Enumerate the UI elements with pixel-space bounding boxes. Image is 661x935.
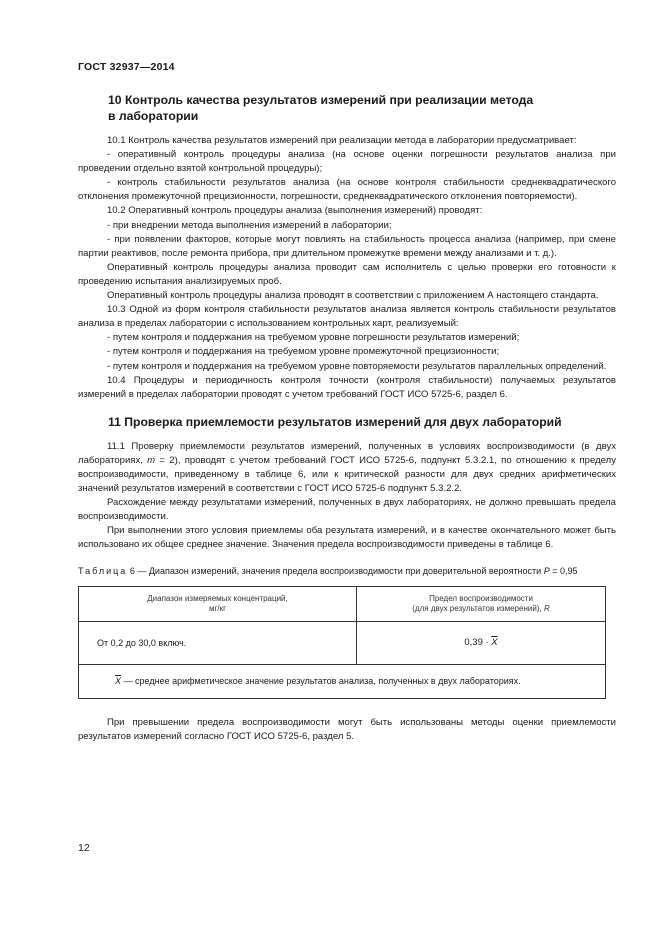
col2-header-line1: Предел воспроизводимости [429, 593, 533, 603]
paragraph-10-2: 10.2 Оперативный контроль процедуры анализа (выполнения измерений) проводят: [107, 205, 483, 217]
paragraph-11-1 [78, 440, 616, 496]
table-caption-var-p: P [543, 565, 550, 576]
paragraph-10-2-note-1: Оперативный контроль процедуры анализа проводит сам исполнитель с целью проверки его готовности к проведению испытания анализируемых проб. [78, 261, 616, 287]
table-header-reproducibility [357, 586, 606, 621]
closing-block [78, 716, 616, 744]
variable-m: m [147, 454, 156, 466]
table-caption-text: 6 — Диапазон измерений, значения предела воспроизводимости при доверительной вероятности [129, 565, 542, 576]
col1-header-line2: мг/кг [208, 603, 227, 613]
paragraph-10-2-item-2: - при появлении факторов, которые могут повлиять на стабильность процесса анализа (например, при смене партии реактивов, после ремонта прибора, при длительном промежутке времени между анализами и т. д.). [78, 233, 616, 259]
col2-header-var-r: R [543, 603, 550, 613]
table-caption-word: Таблица [78, 565, 128, 576]
paragraph-10-3-item-3: - путем контроля и поддержания на требуемом уровне повторяемости результатов параллельных определений. [107, 360, 607, 372]
table-6-caption [78, 565, 616, 578]
section-10-title-line1: 10 Контроль качества результатов измерений при реализации метода [108, 93, 534, 107]
col2-header-line2: (для двух результатов измерений), [412, 603, 542, 613]
paragraph-10-4: 10.4 Процедуры и периодичность контроля точности (контроля стабильности) получаемых результатов измерений в пределах лаборатории проводят с учетом требований ГОСТ ИСО 5725-6, раздел 6. [78, 374, 616, 400]
table-6 [78, 586, 606, 699]
section-10-title-line2: в лаборатории [108, 109, 199, 123]
table-note-row [79, 664, 606, 698]
table-header-row [79, 586, 606, 621]
paragraph-10-2-note-2: Оперативный контроль процедуры анализа проводят в соответствии с приложением А настоящего стандарта. [107, 290, 599, 302]
paragraph-11-3: При выполнении этого условия приемлемы оба результата измерений, и в качестве окончательного может быть использовано их общее среднее значение. Значения предела воспроизводимости приведены в таблице 6. [78, 525, 616, 551]
table-row [79, 621, 606, 664]
paragraph-10-1-item-1: - оперативный контроль процедуры анализа (на основе оценки погрешности результатов анализа при проведении отдельно взятой контрольной процедуры); [78, 149, 616, 175]
table-cell-range: От 0,2 до 30,0 включ. [79, 621, 357, 664]
section-10-body [78, 134, 616, 402]
paragraph-10-3: 10.3 Одной из форм контроля стабильности результатов анализа является контроль стабильности результатов анализа в пределах лаборатории с использованием контрольных карт, реализуемый: [78, 304, 616, 330]
note-xbar-symbol: $\overline{X}$ [115, 676, 122, 687]
paragraph-10-1: 10.1 Контроль качества результатов измерений при реализации метода в лаборатории предусматривает: [107, 135, 577, 146]
col1-header-line1: Диапазон измеряемых концентраций, [147, 593, 288, 603]
page-number: 12 [78, 842, 90, 854]
paragraph-10-2-item-1: - при внедрении метода выполнения измерений в лаборатории; [107, 219, 392, 231]
xbar-symbol: $\overline{X}$ [491, 637, 498, 649]
section-11-title: 11 Проверка приемлемости результатов измерений для двух лабораторий [108, 414, 562, 429]
section-11-body [78, 440, 616, 553]
paragraph-11-1-part2: = 2), проводят с учетом требований ГОСТ ИСО 5725-6, подпункт 5.3.2.1, по отношению к пределу воспроизводимости, приведенному в таблице 6, или к критической разности для двух средних арифметических значений результатов измерений в соответствии с ГОСТ ИСО 5725-6 подпункт 5.3.2.2. [78, 454, 616, 495]
paragraph-11-1-part1: 11.1 Проверку приемлемости результатов измерений, полученных в условиях воспроизводимости (в двух лабораториях, [78, 440, 616, 466]
standard-code-header: ГОСТ 32937—2014 [78, 61, 175, 73]
note-text: — среднее арифметическое значение результатов анализа, полученных в двух лабораториях. [123, 676, 521, 687]
paragraph-11-2: Расхождение между результатами измерений, полученных в двух лабораториях, не должно превышать предела воспроизводимости. [78, 497, 616, 523]
closing-paragraph: При превышении предела воспроизводимости могут быть использованы методы оценки приемлемости результатов измерений согласно ГОСТ ИСО 5725-6, раздел 5. [78, 716, 616, 742]
table-note-cell [79, 664, 606, 698]
table-cell-limit [357, 621, 606, 664]
table-caption-value: = 0,95 [552, 565, 578, 576]
paragraph-10-3-item-2: - путем контроля и поддержания на требуемом уровне промежуточной прецизионности; [107, 346, 500, 358]
limit-coefficient: 0,39 · [464, 637, 489, 649]
page-content [78, 92, 616, 744]
table-header-concentration [79, 586, 357, 621]
paragraph-10-3-item-1: - путем контроля и поддержания на требуемом уровне погрешности результатов измерений; [107, 332, 520, 344]
paragraph-10-1-item-2: - контроль стабильности результатов анализа (на основе контроля стабильности среднеквадратического отклонения промежуточной прецизионности, погрешности, среднеквадратического отклонения повторяемости). [78, 177, 616, 203]
section-10-title [78, 92, 616, 124]
